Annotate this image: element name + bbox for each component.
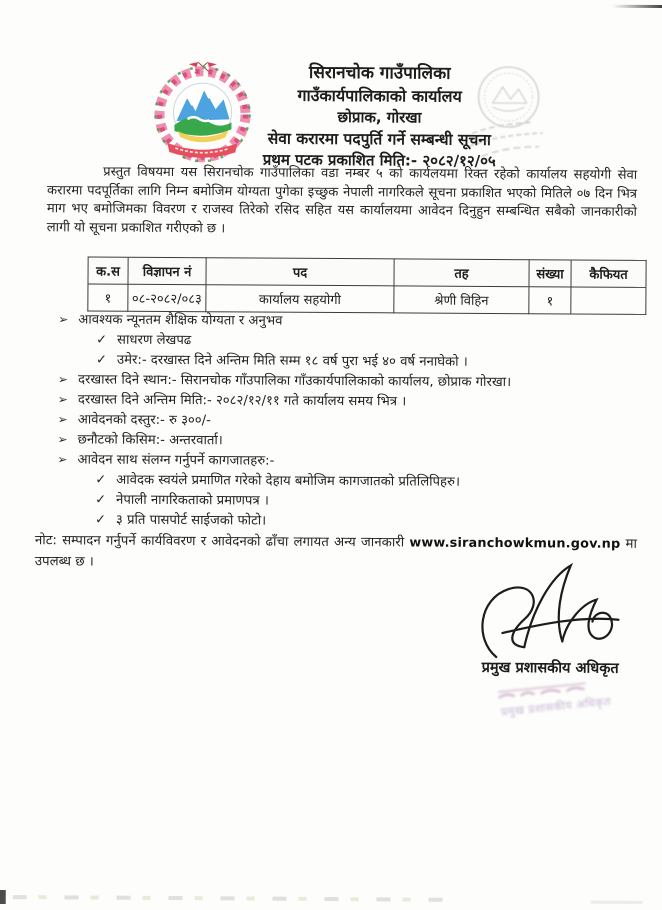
arrow-bullet-icon: ➢ xyxy=(58,312,69,327)
check-bullet-icon: ✓ xyxy=(94,512,106,528)
office-name: गाउँकार्यपालिकाको कार्यालय xyxy=(297,85,462,106)
col-advert-no: विज्ञापन नं xyxy=(128,257,206,284)
table-row xyxy=(88,284,646,314)
col-count: संख्या xyxy=(529,260,571,287)
arrow-bullet-icon: ➢ xyxy=(57,452,68,467)
cell-remarks xyxy=(571,287,646,314)
official-round-stamp xyxy=(446,61,597,177)
cell-count: १ xyxy=(529,287,571,314)
col-post: पद xyxy=(206,258,394,286)
list-item: ➢ आवश्यक न्यूनतम शैक्षिक योग्यता र अनुभव xyxy=(58,312,283,329)
list-item: ✓ नेपाली नागरिकताको प्रमाणपत्र । xyxy=(95,492,269,509)
note-suffix: मा उपलब्ध छ । xyxy=(34,536,637,570)
scan-artifact xyxy=(0,890,6,904)
list-item: ➢ आवेदनको दस्तुर:- रु ३००/- xyxy=(57,412,211,429)
vacancy-table xyxy=(87,257,646,315)
notice-subject: सेवा करारमा पदपुर्ति गर्ने सम्बन्धी सूचना xyxy=(267,129,491,149)
body-paragraph: प्रस्तुत विषयमा यस सिरानचोक गाउँपालिका वडा नम्बर ५ को कार्यलयमा रिक्त रहेको कार्यालय सहयोगी सेवा करारमा पदपूर्तिका लागि निम्न बमोजिम योग्यता पुगेका इच्छुक नेपाली नागरिकले सूचना प्रकाशित भएको मितिले ०७ दिन भित्र माग भए बमोजिमका विवरण र राजस्व तिरेको रसिद सहित यस कार्यालयमा आवेदन दिनुहुन सम्बन्धित सबैको जानकारीको लागी यो सूचना प्रकाशित गरीएको छ । xyxy=(46,164,638,237)
cell-level: श्रेणी विहिन xyxy=(394,286,529,314)
list-item: ✓ साधरण लेखपढ xyxy=(96,332,192,349)
org-name: सिरानचोक गाउँपालिका xyxy=(308,62,451,84)
list-item: ➢ आवेदन साथ संलग्न गर्नुपर्ने कागजातहरु:- xyxy=(57,452,275,469)
arrow-bullet-icon: ➢ xyxy=(57,372,69,387)
stamp-title-line: प्रमुख प्रशासकीय अधिकृत xyxy=(500,694,612,719)
arrow-bullet-icon: ➢ xyxy=(57,432,68,447)
published-date-line: प्रथम पटक प्रकाशित मिति:- २०८२/१२/०५ xyxy=(262,150,496,171)
list-item: ➢ छनौटको किसिम:- अन्तरवार्ता। xyxy=(57,432,223,449)
cell-post: कार्यालय सहयोगी xyxy=(206,285,394,313)
list-item: ➢ दरखास्त दिने स्थान:- सिरानचोक गाँउपालिका गाँउकार्यपालिकाको कार्यालय, छोप्राक गोरखा। xyxy=(57,372,512,391)
check-bullet-icon: ✓ xyxy=(95,472,107,488)
office-address: छोप्राक, गोरखा xyxy=(337,108,422,127)
list-item: ✓ उमेर:- दरखास्त दिने अन्तिम मिति सम्म १८ वर्ष पुरा भई ४० वर्ष ननाघेको । xyxy=(95,352,468,370)
arrow-bullet-icon: ➢ xyxy=(57,392,68,407)
requirements-list xyxy=(45,310,646,534)
scan-artifact xyxy=(13,895,443,902)
signature-scribble xyxy=(466,559,627,668)
cell-serial: १ xyxy=(88,284,128,311)
list-item: ✓ आवेदक स्वयंले प्रमाणित गरेको देहाय बमोजिम कागजातको प्रतिलिपिहरु। xyxy=(95,472,461,490)
arrow-bullet-icon: ➢ xyxy=(57,412,68,427)
col-remarks: कैफियत xyxy=(571,260,646,287)
list-item: ✓ ३ प्रति पासपोर्ट साईजको फोटो। xyxy=(94,512,267,529)
signatory-title: प्रमुख प्रशासकीय अधिकृत xyxy=(481,659,619,677)
table-header-row xyxy=(88,257,646,287)
col-level: तह xyxy=(394,259,529,287)
cell-advert-no: ०८-२०८२/०८३ xyxy=(128,284,206,311)
check-bullet-icon: ✓ xyxy=(95,492,107,508)
scan-artifact xyxy=(612,5,662,8)
website-url: www.siranchowkmun.gov.np xyxy=(409,535,621,552)
list-item: ➢ दरखास्त दिने अन्तिम मिति:- २०८२/१२/११ गते कार्यालय समय भित्र । xyxy=(57,392,407,410)
scan-artifact xyxy=(591,901,643,904)
check-bullet-icon: ✓ xyxy=(95,352,107,368)
name-stamp xyxy=(464,675,648,738)
col-serial: क.स xyxy=(88,257,128,284)
check-bullet-icon: ✓ xyxy=(96,332,108,348)
note-prefix: नोट: सम्पादन गर्नुपर्ने कार्यविवरण र आवेदनको ढाँचा लगायत अन्य जानकारी xyxy=(34,533,410,551)
